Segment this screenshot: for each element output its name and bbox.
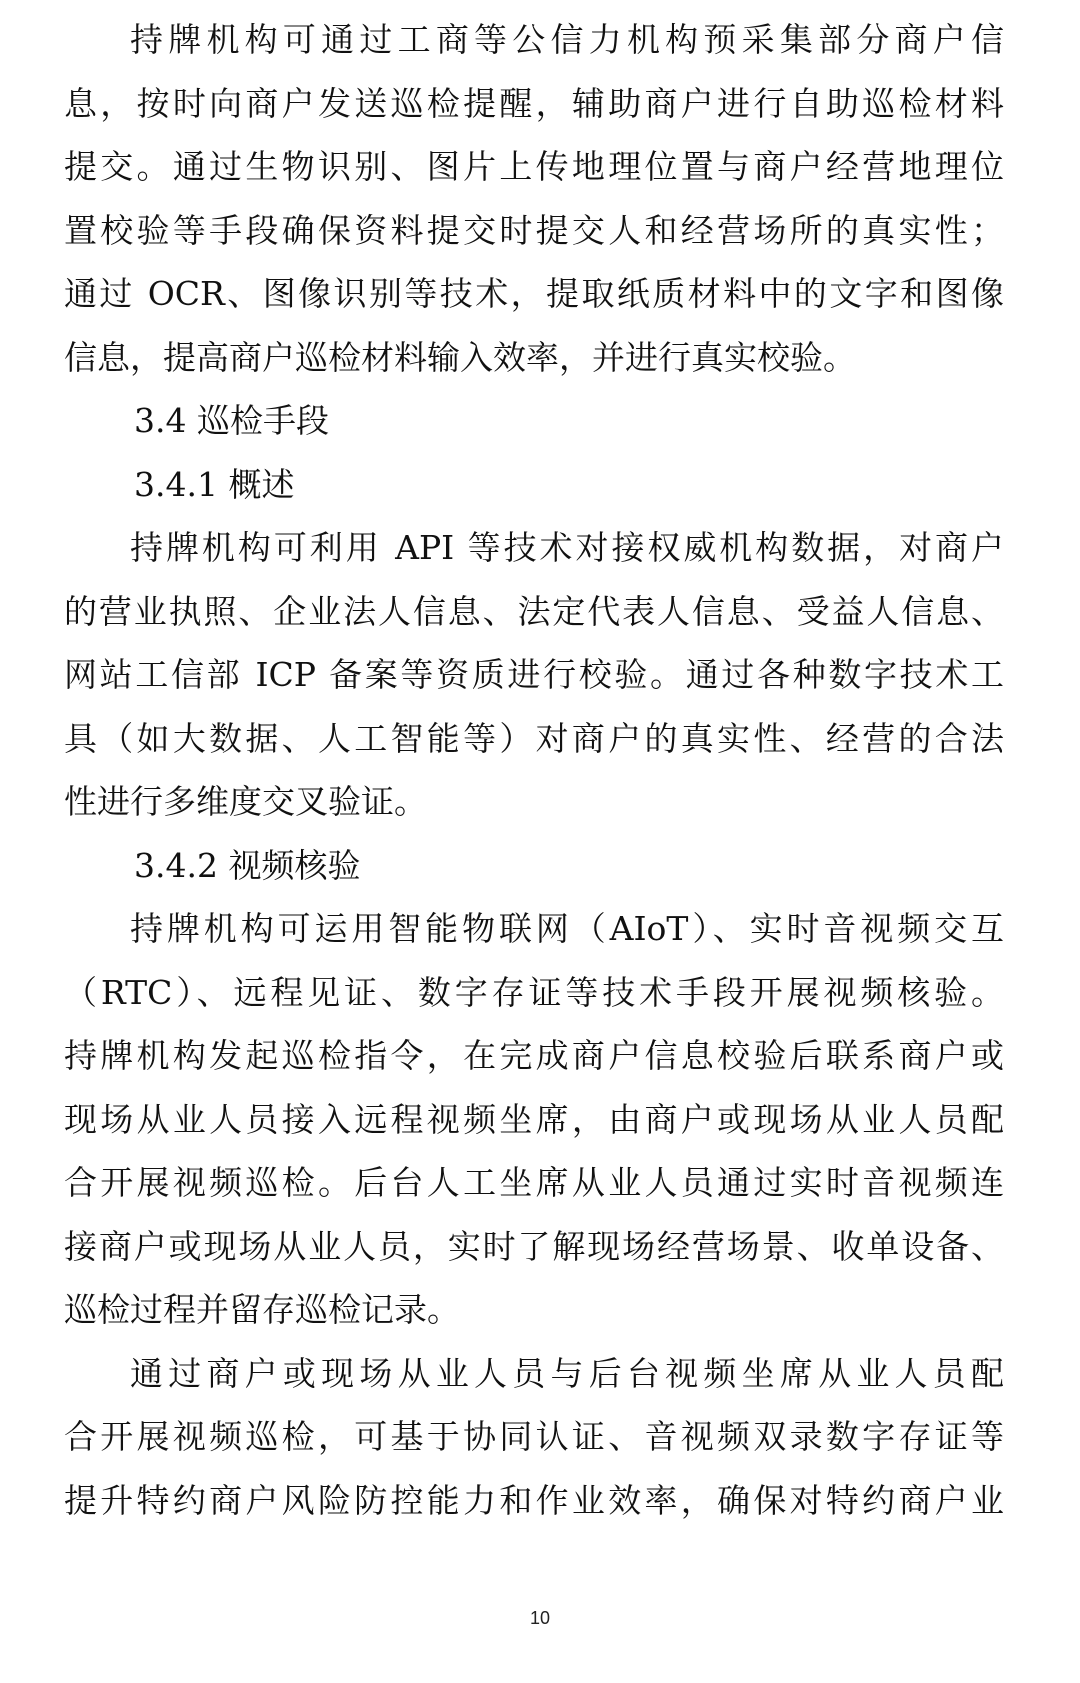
text-line: 通过商户或现场从业人员与后台视频坐席从业人员配: [130, 1353, 1004, 1393]
text-line: 持牌机构可运用智能物联网（AIoT）、实时音视频交互: [130, 909, 1004, 948]
text-line: 合开展视频巡检。后台人工坐席从业人员通过实时音视频连: [64, 1163, 1004, 1202]
text-line: 现场从业人员接入远程视频坐席，由商户或现场从业人员配: [64, 1099, 1004, 1139]
text-line: 具（如大数据、人工智能等）对商户的真实性、经营的合法: [64, 718, 1004, 758]
paragraph-2: [64, 516, 1004, 834]
paragraph-4: [64, 1342, 1004, 1533]
text-line: 性进行多维度交叉验证。: [64, 782, 427, 821]
text-line: 提升特约商户风险防控能力和作业效率，确保对特约商户业: [64, 1480, 1004, 1520]
text-line: 置校验等手段确保资料提交时提交人和经营场所的真实性；: [64, 210, 1004, 250]
text-line: （RTC）、远程见证、数字存证等技术手段开展视频核验。: [64, 972, 1004, 1012]
page-number: 10: [529, 1608, 551, 1628]
page-body: [64, 8, 1004, 1532]
section-heading-3-4: 3.4 巡检手段: [134, 401, 329, 440]
text-line: 提交。通过生物识别、图片上传地理位置与商户经营地理位: [64, 147, 1004, 186]
text-line: 通过 OCR、图像识别等技术，提取纸质材料中的文字和图像: [64, 274, 1004, 313]
section-heading-3-4-1: 3.4.1 概述: [134, 464, 295, 504]
text-line: 持牌机构可利用 API 等技术对接权威机构数据，对商户: [130, 528, 1004, 567]
text-line: 合开展视频巡检，可基于协同认证、音视频双录数字存证等: [64, 1417, 1004, 1456]
text-line: 的营业执照、企业法人信息、法定代表人信息、受益人信息、: [64, 591, 1004, 631]
text-line: 息，按时向商户发送巡检提醒，辅助商户进行自助巡检材料: [64, 83, 1004, 123]
section-heading-3-4-2: 3.4.2 视频核验: [134, 845, 361, 885]
text-line: 信息，提高商户巡检材料输入效率，并进行真实校验。: [64, 337, 856, 377]
paragraph-3: [64, 897, 1004, 1342]
text-line: 网站工信部 ICP 备案等资质进行校验。通过各种数字技术工: [64, 655, 1004, 694]
text-line: 持牌机构发起巡检指令，在完成商户信息校验后联系商户或: [64, 1036, 1004, 1075]
paragraph-1: [64, 8, 1004, 389]
text-line: 持牌机构可通过工商等公信力机构预采集部分商户信: [130, 20, 1004, 59]
text-line: 接商户或现场从业人员，实时了解现场经营场景、收单设备、: [64, 1226, 1004, 1266]
text-line: 巡检过程并留存巡检记录。: [64, 1290, 460, 1329]
